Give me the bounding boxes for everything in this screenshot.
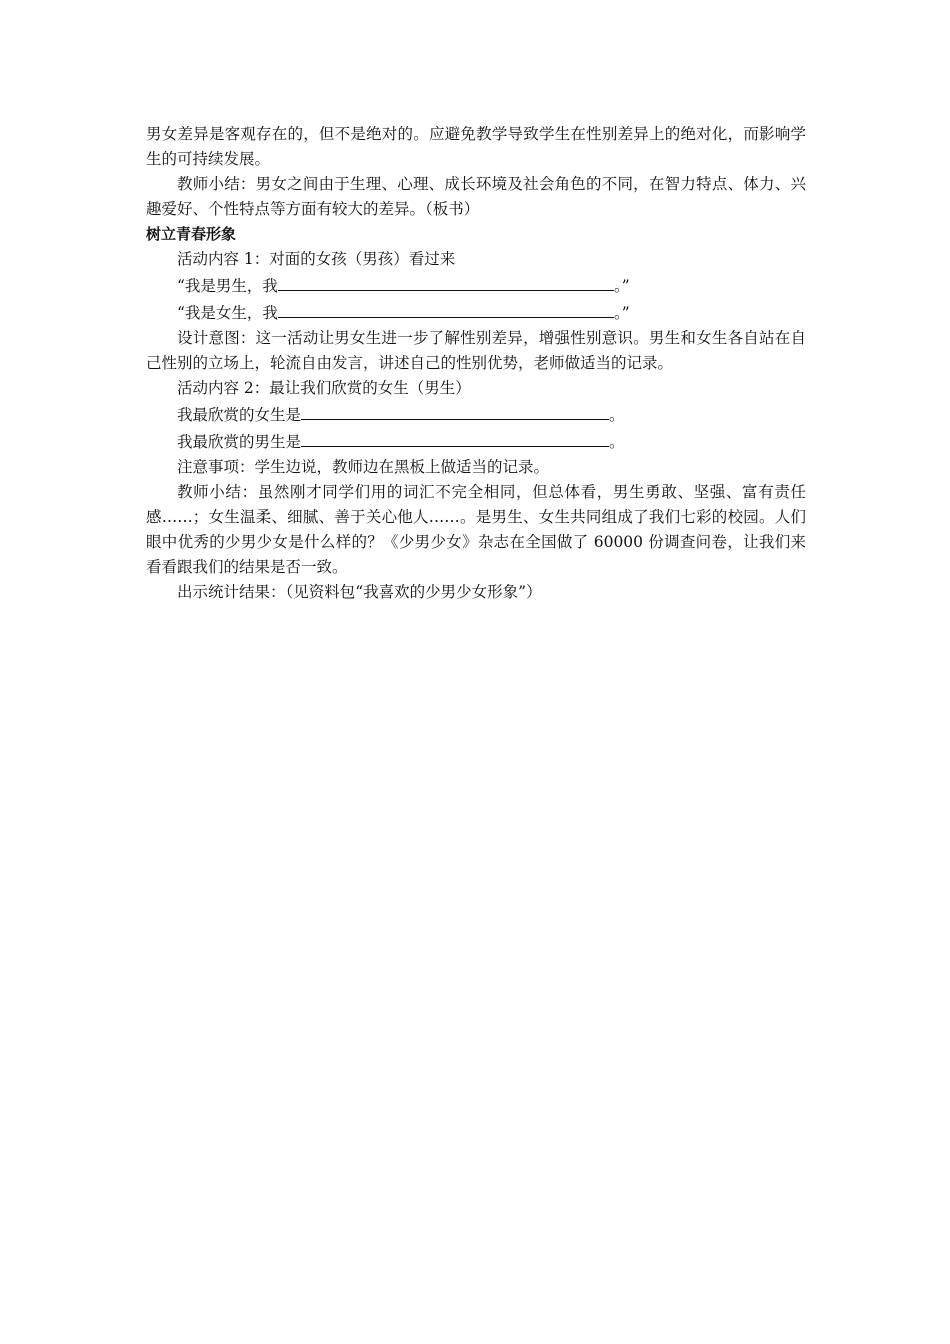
paragraph-gender-difference: 男女差异是客观存在的，但不是绝对的。应避免教学导致学生在性别差异上的绝对化，而影响学生的可持续发展。 (146, 125, 806, 168)
fill-in-girl-line (146, 299, 806, 326)
section-heading: 树立青春形象 (146, 225, 237, 243)
girl-suffix: 。” (613, 304, 630, 322)
blank-line-fav-girl (301, 401, 609, 420)
girl-prefix: “我是女生，我 (177, 304, 278, 322)
paragraph-teacher-summary-2: 教师小结：虽然刚才同学们用的词汇不完全相同，但总体看，男生勇敢、坚强、富有责任感……；女生温柔、细腻、善于关心他人……。是男生、女生共同组成了我们七彩的校园。人们眼中优秀的少男少女是什么样的？《少男少女》杂志在全国做了 60000 份调查问卷，让我们来看看跟我们的结果是否一致。 (146, 483, 806, 576)
fill-in-boy-line (146, 272, 806, 299)
paragraph-statistics-results: 出示统计结果：（见资料包“我喜欢的少男少女形象”） (177, 583, 542, 601)
fav-boy-prefix: 我最欣赏的男生是 (177, 433, 302, 451)
fill-in-fav-boy-line (146, 428, 806, 455)
paragraph-notes: 注意事项：学生边说，教师边在黑板上做适当的记录。 (177, 458, 550, 476)
blank-line-boy (278, 272, 614, 291)
paragraph-activity-2: 活动内容 2：最让我们欣赏的女生（男生） (177, 379, 471, 397)
document-page (146, 122, 806, 605)
paragraph-design-intent: 设计意图：这一活动让男女生进一步了解性别差异，增强性别意识。男生和女生各自站在自己性别的立场上，轮流自由发言，讲述自己的性别优势，老师做适当的记录。 (146, 329, 806, 372)
fav-boy-suffix: 。 (609, 433, 625, 451)
blank-line-fav-boy (301, 428, 609, 447)
fav-girl-prefix: 我最欣赏的女生是 (177, 406, 302, 424)
paragraph-activity-1: 活动内容 1：对面的女孩（男孩）看过来 (177, 250, 456, 268)
paragraph-teacher-summary-1: 教师小结：男女之间由于生理、心理、成长环境及社会角色的不同，在智力特点、体力、兴趣爱好、个性特点等方面有较大的差异。（板书） (146, 175, 806, 218)
boy-suffix: 。” (613, 277, 630, 295)
blank-line-girl (278, 299, 614, 318)
boy-prefix: “我是男生，我 (177, 277, 278, 295)
fav-girl-suffix: 。 (609, 406, 625, 424)
fill-in-fav-girl-line (146, 401, 806, 428)
